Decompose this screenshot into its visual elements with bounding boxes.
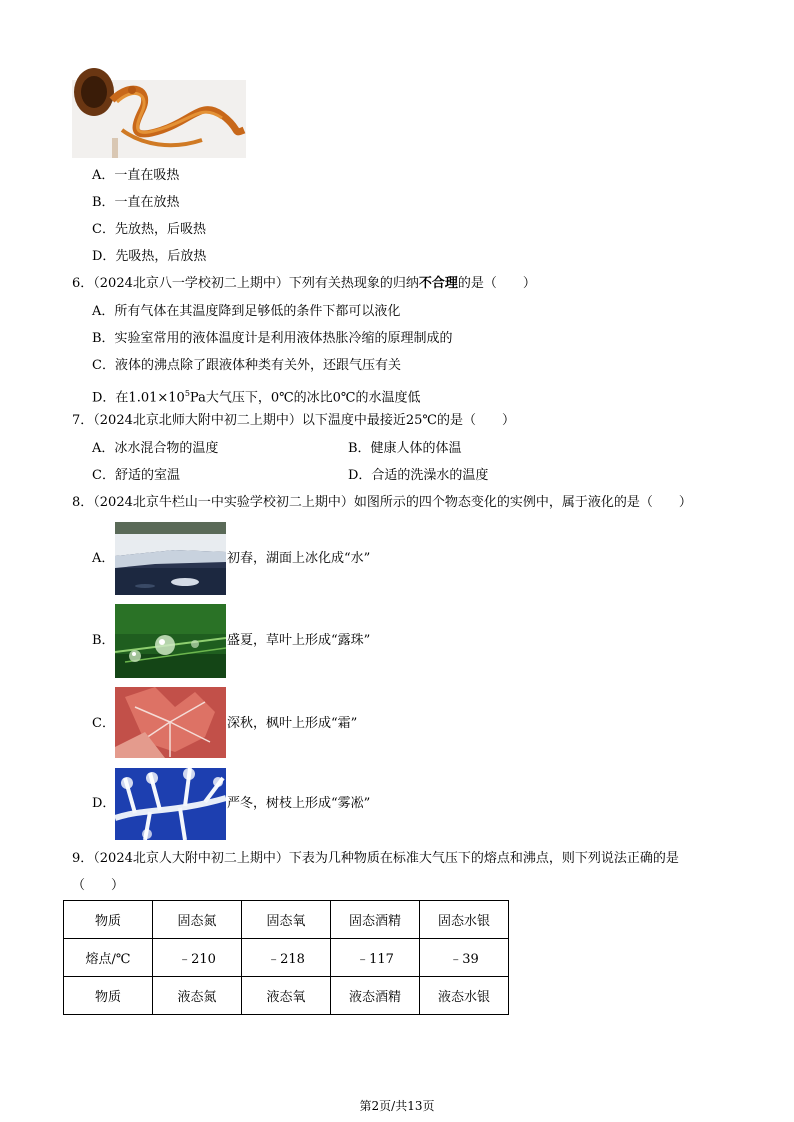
q7-option-c: C．舒适的室温	[92, 468, 180, 483]
q8-option-a-text: 初春，湖面上冰化成“水”	[227, 551, 371, 566]
q5-option-a: A．一直在吸热	[92, 168, 180, 183]
q6-option-d-after: Pa大气压下，0℃的冰比0℃的水温度低	[189, 390, 421, 406]
q7-option-a: A．冰水混合物的温度	[92, 441, 219, 456]
sugar-dragon-image	[72, 60, 246, 158]
rime-branch-image	[115, 768, 226, 840]
q6-option-d-before: D．在1.01×10	[92, 390, 185, 406]
table-cell: ﹣117	[331, 939, 420, 977]
table-row	[64, 901, 509, 939]
q8-option-d-text: 严冬，树枝上形成“雾凇”	[227, 796, 371, 811]
q5-option-b: B．一直在放热	[92, 195, 180, 210]
table-cell: 固态酒精	[331, 901, 420, 939]
table-cell: 液态酒精	[331, 977, 420, 1015]
q9-stem-cont: （ ）	[72, 878, 125, 893]
table-cell: 固态氮	[153, 901, 242, 939]
table-row	[64, 977, 509, 1015]
melting-point-table	[63, 900, 509, 1015]
q7-option-d: D．合适的洗澡水的温度	[348, 468, 489, 483]
q6-stem-emphasis: 不合理	[418, 276, 458, 291]
q7-option-b: B．健康人体的体温	[348, 441, 462, 456]
q8-option-b-text: 盛夏，草叶上形成“露珠”	[227, 633, 371, 648]
frosted-maple-leaf-image	[115, 687, 226, 758]
q8-option-c-text: 深秋，枫叶上形成“霜”	[227, 716, 358, 731]
q8-option-c-letter: C．	[92, 716, 115, 731]
q6-stem	[72, 276, 536, 292]
table-cell: ﹣218	[242, 939, 331, 977]
q6-stem-before: 6．（2024北京八一学校初二上期中）下列有关热现象的归纳	[72, 276, 419, 291]
table-cell: 液态水银	[420, 977, 509, 1015]
table-cell: ﹣39	[420, 939, 509, 977]
q6-option-a: A．所有气体在其温度降到足够低的条件下都可以液化	[92, 304, 401, 319]
page-footer: 第2页/共13页	[359, 1099, 435, 1113]
q8-option-a-letter: A．	[92, 551, 115, 566]
q6-option-c: C．液体的沸点除了跟液体种类有关外，还跟气压有关	[92, 358, 401, 373]
q6-option-d-exponent: 5	[184, 389, 190, 398]
table-cell: 物质	[64, 977, 153, 1015]
q8-stem: 8．（2024北京牛栏山一中实验学校初二上期中）如图所示的四个物态变化的实例中，属于液化的是（ ）	[72, 495, 692, 510]
table-cell: 固态氧	[242, 901, 331, 939]
table-cell: 熔点/℃	[64, 939, 153, 977]
table-cell: ﹣210	[153, 939, 242, 977]
q6-option-d	[92, 386, 420, 406]
q8-option-b-letter: B．	[92, 633, 115, 648]
q6-stem-after: 的是（ ）	[457, 276, 536, 291]
table-row	[64, 939, 509, 977]
q7-stem: 7．（2024北京北师大附中初二上期中）以下温度中最接近25℃的是（ ）	[72, 413, 515, 428]
table-cell: 固态水银	[420, 901, 509, 939]
dewdrop-grass-image	[115, 604, 226, 678]
q5-option-d: D．先吸热，后放热	[92, 249, 207, 264]
q5-option-c: C．先放热，后吸热	[92, 222, 206, 237]
table-cell: 液态氮	[153, 977, 242, 1015]
q8-option-d-letter: D．	[92, 796, 116, 811]
table-cell: 液态氧	[242, 977, 331, 1015]
frozen-lake-image	[115, 522, 226, 595]
q9-stem: 9．（2024北京人大附中初二上期中）下表为几种物质在标准大气压下的熔点和沸点，则下列说法正确的是	[72, 851, 679, 866]
q6-option-b: B．实验室常用的液体温度计是利用液体热胀冷缩的原理制成的	[92, 331, 453, 346]
table-cell: 物质	[64, 901, 153, 939]
